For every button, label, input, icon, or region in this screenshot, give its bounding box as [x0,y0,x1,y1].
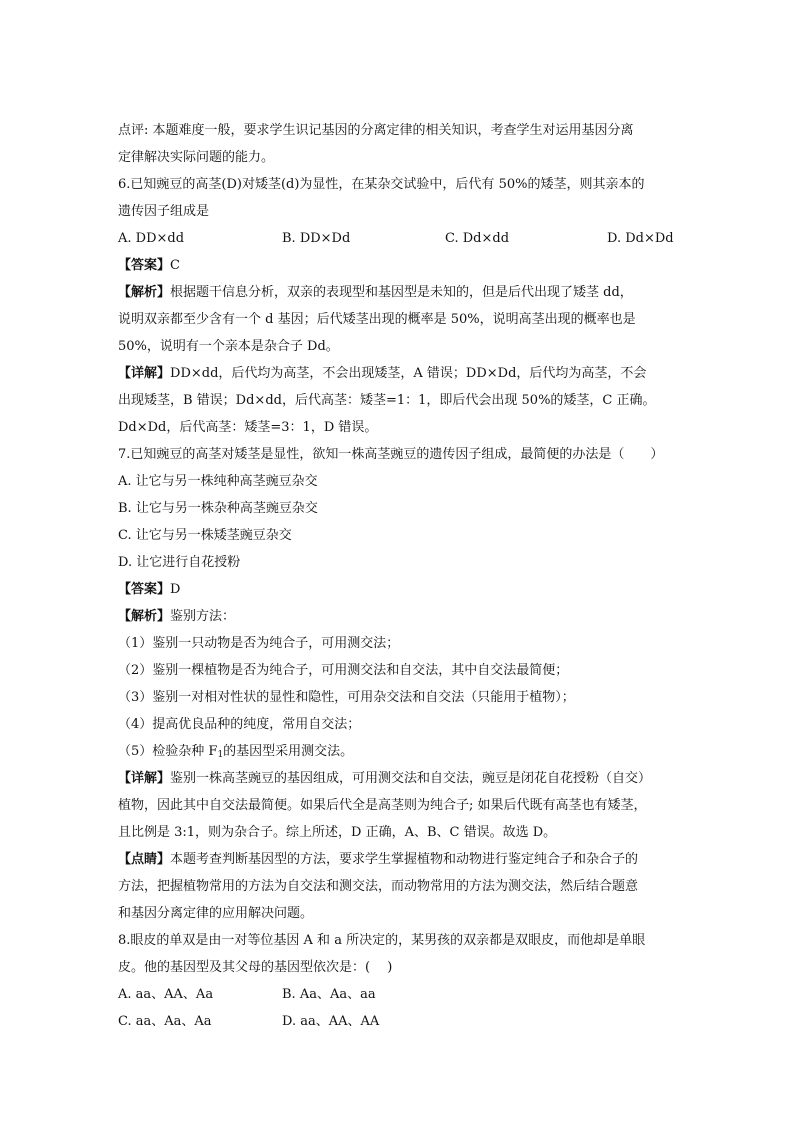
q6-analysis-text-1: 根据题干信息分析，双亲的表现型和基因型是未知的，但是后代出现了矮茎 dd， [170,285,633,300]
q6-analysis-line-2: 说明双亲都至少含有一个 d 基因；后代矮茎出现的概率是 50%，说明高茎出现的概率也是 [118,312,636,327]
q7-review-line-3: 和基因分离定律的应用解决问题。 [118,906,314,921]
q6-detail-line-3: Dd×Dd，后代高茎：矮茎=3：1，D 错误。 [118,420,378,435]
q6-detail-line-1 [118,365,646,383]
q6-option-c: C. Dd×dd [445,231,510,246]
q5-review-line-1: 点评: 本题难度一般，要求学生识记基因的分离定律的相关知识，考查学生对运用基因分离 [118,123,634,138]
q6-option-d: D. Dd×Dd [607,231,674,246]
q8-stem-line-2: 皮。他的基因型及其父母的基因型依次是：( ) [118,960,393,975]
q6-detail-tag: 【详解】 [118,366,171,381]
q7-option-b: B. 让它与另一株杂种高茎豌豆杂交 [118,501,318,516]
q6-analysis-tag: 【解析】 [118,285,171,300]
q7-option-a: A. 让它与另一株纯种高茎豌豆杂交 [118,474,318,489]
q7-option-d: D. 让它进行自花授粉 [118,555,241,570]
q7-analysis-line [118,608,235,626]
q6-detail-text-1: DD×dd，后代均为高茎，不会出现矮茎，A 错误；DD×Dd，后代均为高茎，不会 [170,366,647,381]
q6-option-b: B. DD×Dd [282,231,351,246]
q6-answer-tag: 【答案】 [118,258,171,273]
q7-review-tag: 【点睛】 [118,852,171,867]
q6-option-a: A. DD×dd [118,231,185,246]
q8-stem-line-1: 8.眼皮的单双是由一对等位基因 A 和 a 所决定的，某男孩的双亲都是双眼皮，而他却是单眼 [118,933,646,948]
q6-answer-value: C [170,258,180,273]
q8-option-c: C. aa、Aa、Aa [118,1014,212,1029]
q7-detail-text-1: 鉴别一株高茎豌豆的基因组成，可用测交法和自交法，豌豆是闭花自花授粉（自交） [170,771,652,786]
q7-review-line-2: 方法，把握植物常用的方法为自交法和测交法，而动物常用的方法为测交法，然后结合题意 [118,879,639,894]
q7-method-5 [118,743,353,761]
q7-method-4: （4）提高优良品种的纯度，常用自交法； [118,717,361,732]
q7-detail-tag: 【详解】 [118,771,171,786]
q7-answer-value: D [170,582,181,597]
q6-detail-line-2: 出现矮茎，B 错误；Dd×dd，后代高茎：矮茎=1：1，即后代会出现 50%的矮茎，C 正确。 [118,393,656,408]
q7-review-text-1: 本题考查判断基因型的方法，要求学生掌握植物和动物进行鉴定纯合子和杂合子的 [170,852,639,867]
q7-method-5-sub: 1 [217,750,224,760]
q7-method-1: （1）鉴别一只动物是否为纯合子，可用测交法； [118,636,400,651]
q7-review-line-1 [118,851,638,869]
q8-option-d: D. aa、AA、AA [282,1014,380,1029]
q5-review-line-2: 定律解决实际问题的能力。 [118,150,275,165]
q8-option-b: B. Aa、Aa、aa [282,987,376,1002]
q6-stem-line-1: 6.已知豌豆的高茎(D)对矮茎(d)为显性，在某杂交试验中，后代有 50%的矮茎，则其亲本的 [118,177,645,192]
q7-answer-tag: 【答案】 [118,582,171,597]
q7-analysis-tag: 【解析】 [118,609,171,624]
q7-method-5-pre: （5）检验杂种 F [118,744,218,759]
q7-detail-line-3: 且比例是 3:1，则为杂合子。综上所述，D 正确，A、B、C 错误。故选 D。 [118,825,557,840]
q7-answer-line [118,581,180,599]
q7-method-5-post: 的基因型采用测交法。 [223,744,354,759]
q7-method-2: （2）鉴别一棵植物是否为纯合子，可用测交法和自交法，其中自交法最简便； [118,663,569,678]
q7-method-3: （3）鉴别一对相对性状的显性和隐性，可用杂交法和自交法（只能用于植物）； [118,690,575,705]
q7-stem: 7.已知豌豆的高茎对矮茎是显性，欲知一株高茎豌豆的遗传因子组成，最简便的办法是（ ） [118,447,664,462]
q7-detail-line-2: 植物，因此其中自交法最简便。如果后代全是高茎则为纯合子; 如果后代既有高茎也有矮茎， [118,798,647,813]
q6-stem-line-2: 遗传因子组成是 [118,204,210,219]
q6-answer-line [118,257,180,275]
q6-analysis-line-3: 50%，说明有一个亲本是杂合子 Dd。 [118,339,339,354]
q6-analysis-line-1 [118,284,633,302]
q7-detail-line-1 [118,770,651,788]
q8-option-a: A. aa、AA、Aa [118,987,214,1002]
q7-option-c: C. 让它与另一株矮茎豌豆杂交 [118,528,292,543]
q7-analysis-head: 鉴别方法： [170,609,236,624]
